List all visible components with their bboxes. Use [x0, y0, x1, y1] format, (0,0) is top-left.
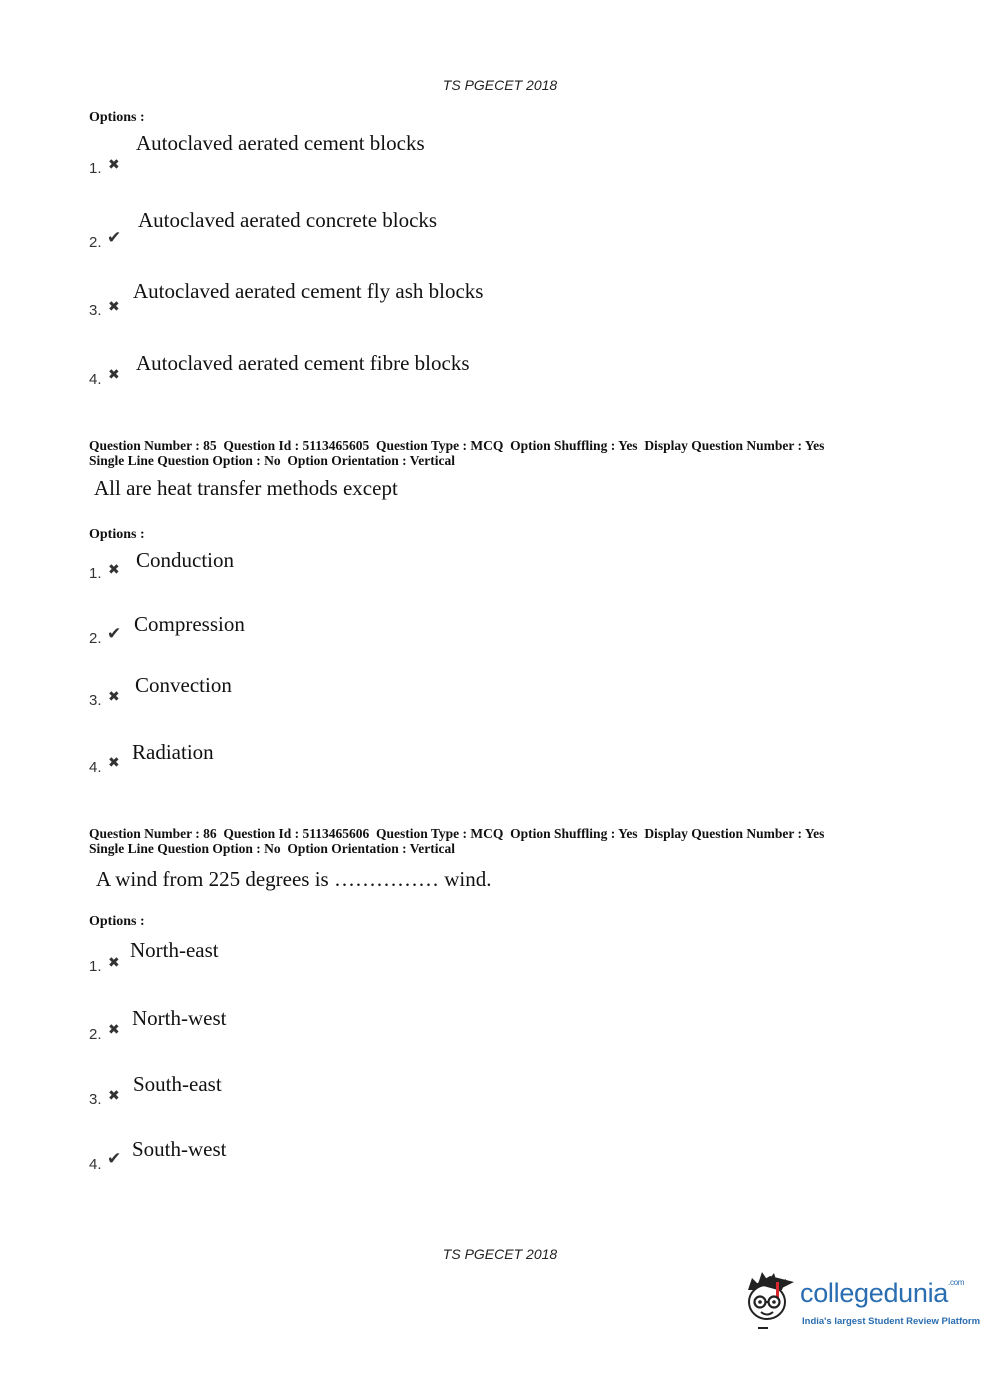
question-text: All are heat transfer methods except [94, 476, 398, 500]
options-label: Options : [89, 110, 145, 125]
cross-icon: ✖ [108, 368, 120, 383]
cross-icon: ✖ [108, 563, 120, 578]
option-number: 3. [89, 692, 102, 709]
option-text: South-east [133, 1072, 222, 1096]
option-text: Autoclaved aerated concrete blocks [138, 208, 438, 232]
option-number: 4. [89, 1156, 102, 1173]
option-text: Autoclaved aerated cement fly ash blocks [133, 279, 484, 303]
option-text: Radiation [132, 740, 214, 764]
option-number: 1. [89, 565, 102, 582]
option-text: Autoclaved aerated cement fibre blocks [136, 351, 470, 375]
option-text: South-west [132, 1137, 227, 1161]
option-number: 1. [89, 160, 102, 177]
cross-icon: ✖ [108, 1089, 120, 1104]
options-label: Options : [89, 914, 145, 929]
option-text: North-east [130, 938, 219, 962]
logo-tagline: India's largest Student Review Platform [802, 1316, 981, 1327]
logo-wordmark: collegedunia$^{.com}$ [800, 1278, 965, 1308]
cross-icon: ✖ [108, 300, 120, 315]
check-icon: ✔ [107, 1149, 122, 1168]
option-number: 2. [89, 630, 102, 647]
option-number: 3. [89, 302, 102, 319]
question-meta: Question Number : 86 Question Id : 5113465606 Question Type : MCQ Option Shuffling : Yes Display Question Number : Yes [89, 826, 825, 841]
running-footer: TS PGECET 2018 [442, 1246, 558, 1262]
check-icon: ✔ [107, 228, 122, 247]
option-number: 2. [89, 234, 102, 251]
question-text: A wind from 225 degrees is …………… wind. [96, 867, 492, 891]
cross-icon: ✖ [108, 956, 120, 971]
check-icon: ✔ [107, 624, 122, 643]
options-label: Options : [89, 527, 145, 542]
option-text: North-west [132, 1006, 227, 1030]
cross-icon: ✖ [108, 756, 120, 771]
collegedunia-logo [742, 1268, 981, 1340]
option-text: Convection [135, 673, 232, 697]
option-number: 2. [89, 1026, 102, 1043]
mascot-icon [742, 1268, 800, 1340]
cross-icon: ✖ [108, 158, 120, 173]
option-number: 4. [89, 759, 102, 776]
cross-icon: ✖ [108, 690, 120, 705]
running-header: TS PGECET 2018 [442, 77, 558, 93]
option-number: 1. [89, 958, 102, 975]
option-text: Conduction [136, 548, 234, 572]
option-number: 4. [89, 371, 102, 388]
question-meta: Single Line Question Option : No Option Orientation : Vertical [89, 453, 456, 468]
option-number: 3. [89, 1091, 102, 1108]
question-meta: Question Number : 85 Question Id : 5113465605 Question Type : MCQ Option Shuffling : Yes Display Question Number : Yes [89, 438, 825, 453]
option-text: Autoclaved aerated cement blocks [136, 131, 425, 155]
option-text: Compression [134, 612, 245, 636]
cross-icon: ✖ [108, 1023, 120, 1038]
question-meta: Single Line Question Option : No Option Orientation : Vertical [89, 841, 456, 856]
